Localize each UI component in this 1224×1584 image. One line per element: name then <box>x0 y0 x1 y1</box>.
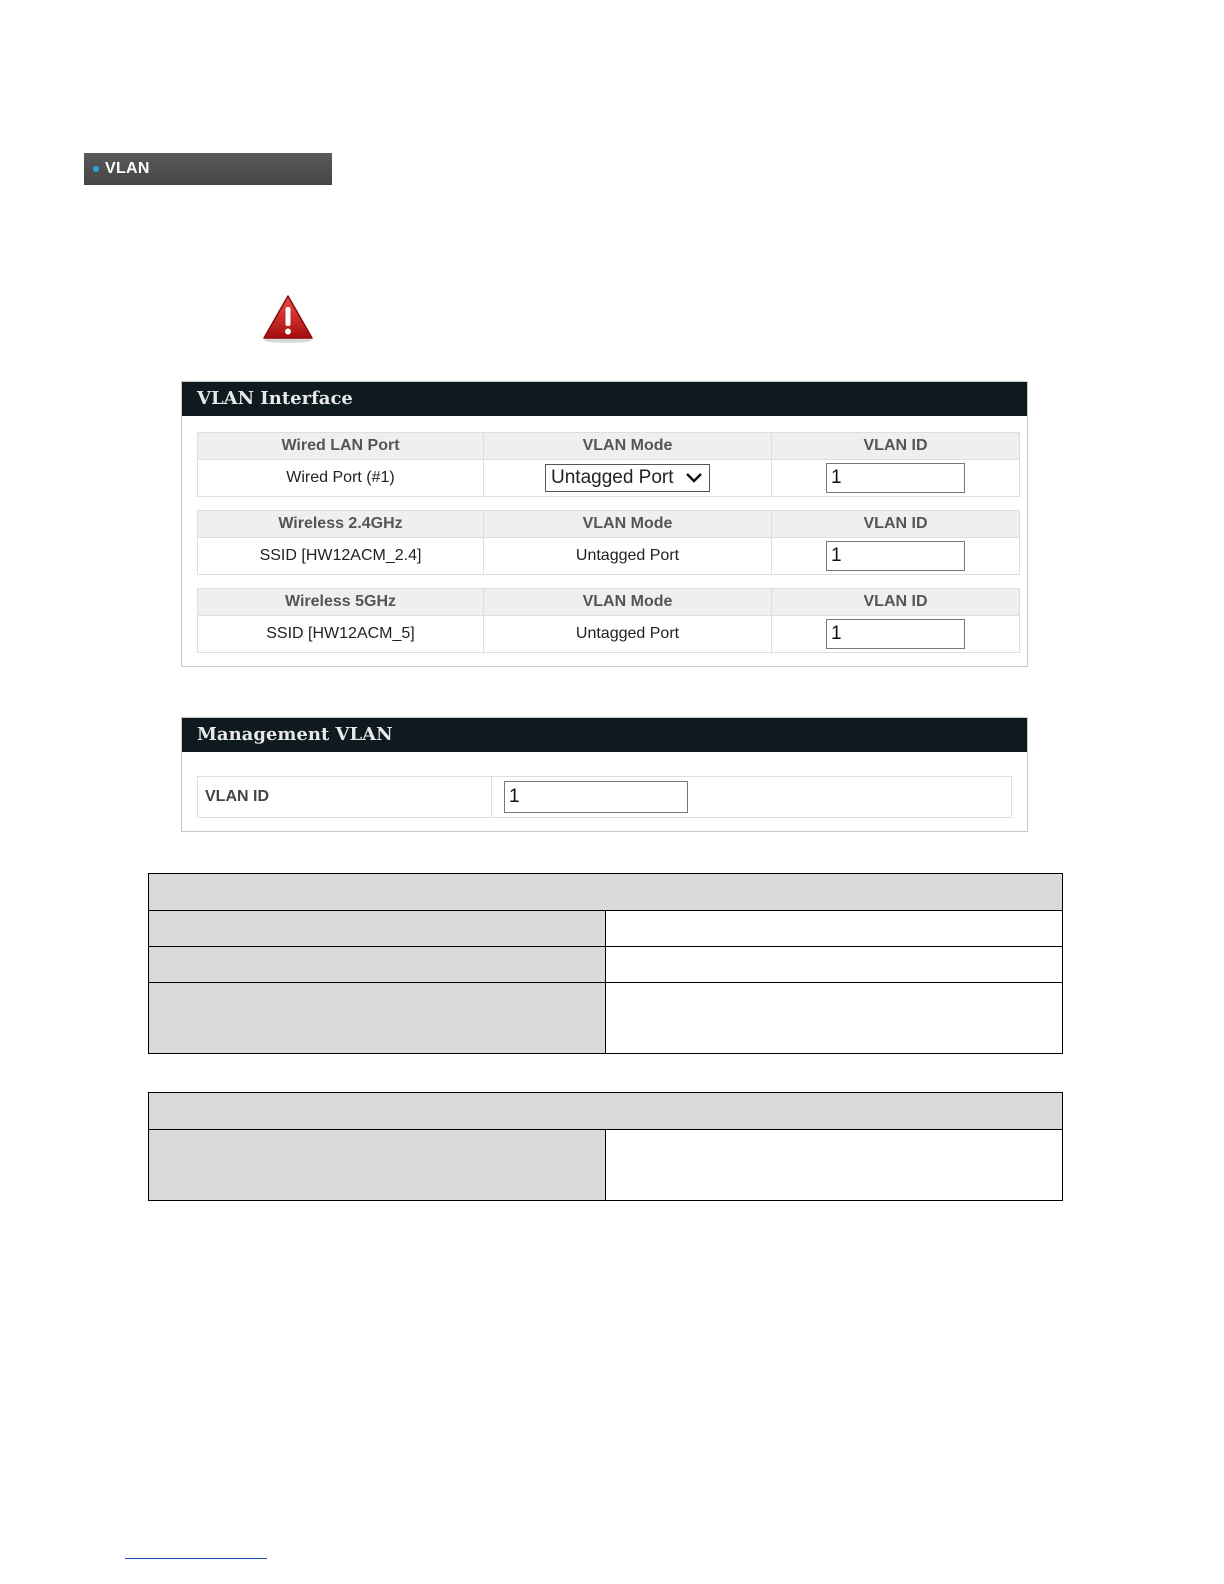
column-header: VLAN Mode <box>484 589 772 616</box>
management-vlan-title: Management VLAN <box>182 718 1027 752</box>
vlan-id-cell <box>772 460 1020 497</box>
ssid-label: SSID [HW12ACM_5] <box>198 616 484 653</box>
port-label: Wired Port (#1) <box>198 460 484 497</box>
description-value-cell <box>606 911 1063 947</box>
vlan-id-cell <box>772 616 1020 653</box>
description-table-management-vlan <box>148 1092 1063 1201</box>
wireless-5-table <box>197 588 1020 653</box>
management-vlan-id-cell <box>492 777 1012 818</box>
vlan-mode-cell <box>484 460 772 497</box>
nav-section-label: VLAN <box>105 160 150 177</box>
description-value-cell <box>606 947 1063 983</box>
description-table-vlan-interface <box>148 873 1063 1054</box>
vlan-mode-value: Untagged Port <box>484 616 772 653</box>
description-table-header <box>149 1093 1063 1130</box>
wired-lan-table <box>197 432 1020 497</box>
description-value-cell <box>606 1130 1063 1201</box>
vlan-id-cell <box>772 538 1020 575</box>
management-vlan-table <box>197 776 1012 818</box>
vlan-mode-selected: Untagged Port <box>551 467 674 488</box>
description-label-cell <box>149 947 606 983</box>
wireless-5-vlan-id-input[interactable]: 1 <box>826 619 965 649</box>
description-label-cell <box>149 983 606 1054</box>
column-header: Wireless 5GHz <box>198 589 484 616</box>
wireless-24-vlan-id-input[interactable]: 1 <box>826 541 965 571</box>
ssid-label: SSID [HW12ACM_2.4] <box>198 538 484 575</box>
warning-triangle-icon <box>262 294 314 344</box>
management-vlan-panel <box>181 717 1028 832</box>
description-label-cell <box>149 911 606 947</box>
column-header: Wireless 2.4GHz <box>198 511 484 538</box>
bullet-dot-icon <box>93 166 99 172</box>
wired-vlan-id-input[interactable]: 1 <box>826 463 965 493</box>
column-header: Wired LAN Port <box>198 433 484 460</box>
column-header: VLAN ID <box>772 433 1020 460</box>
wireless-24-table <box>197 510 1020 575</box>
vlan-mode-value: Untagged Port <box>484 538 772 575</box>
footnote-divider <box>125 1558 267 1559</box>
column-header: VLAN ID <box>772 589 1020 616</box>
management-vlan-id-label: VLAN ID <box>198 777 492 818</box>
nav-section-badge <box>84 153 332 185</box>
description-label-cell <box>149 1130 606 1201</box>
column-header: VLAN Mode <box>484 511 772 538</box>
management-vlan-id-input[interactable]: 1 <box>504 781 688 813</box>
column-header: VLAN Mode <box>484 433 772 460</box>
vlan-mode-select[interactable] <box>545 464 710 492</box>
vlan-interface-title: VLAN Interface <box>182 382 1027 416</box>
vlan-interface-panel <box>181 381 1028 667</box>
description-table-header <box>149 874 1063 911</box>
column-header: VLAN ID <box>772 511 1020 538</box>
description-value-cell <box>606 983 1063 1054</box>
chevron-down-icon <box>685 472 703 484</box>
